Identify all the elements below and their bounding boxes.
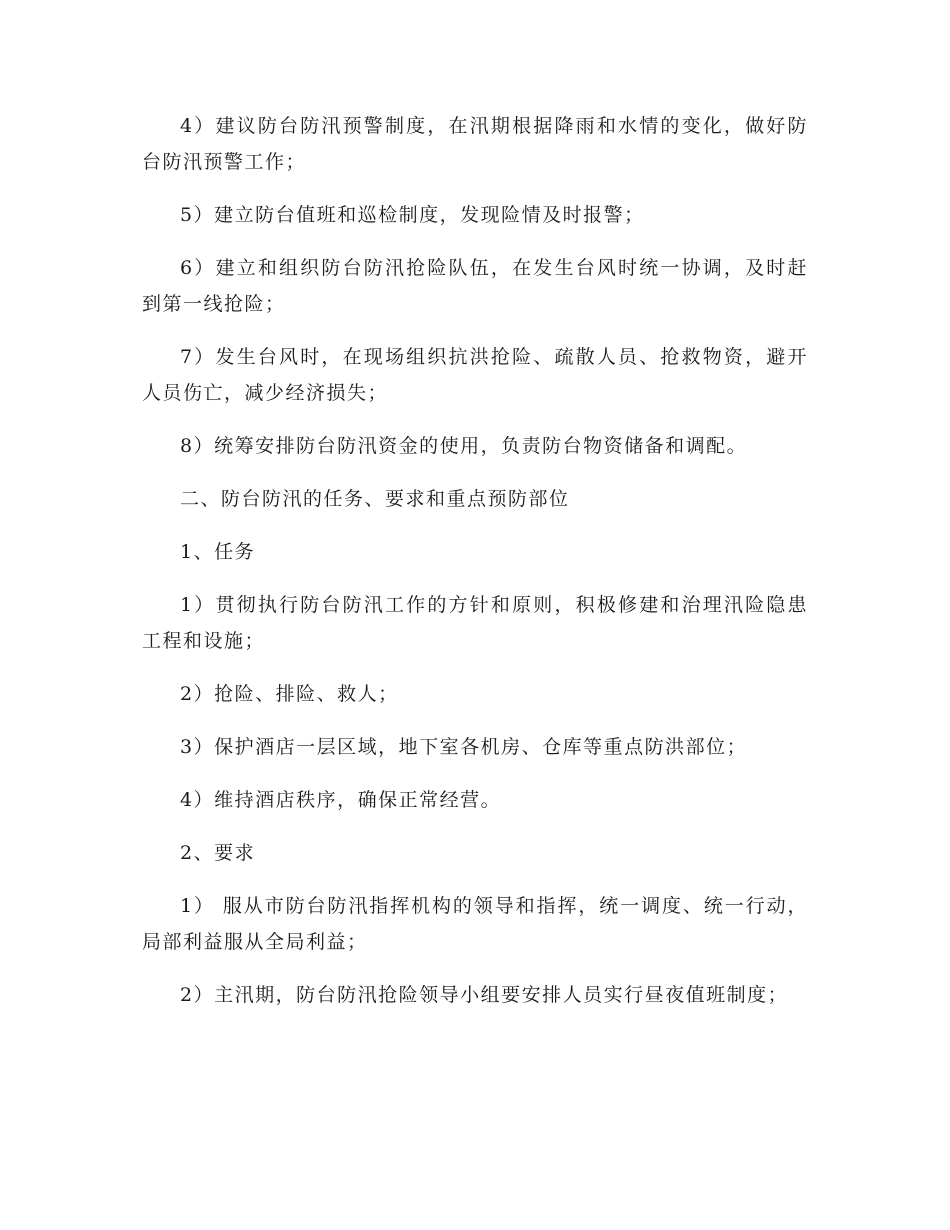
paragraph-duty-7: 7）发生台风时，在现场组织抗洪抢险、疏散人员、抢救物资，避开人员伤亡，减少经济损失；	[142, 346, 808, 404]
paragraph-task-3: 3）保护酒店一层区域，地下室各机房、仓库等重点防洪部位；	[180, 736, 748, 758]
document-body	[142, 108, 808, 1030]
paragraph-task-2: 2）抢险、排险、救人；	[180, 683, 399, 705]
paragraph-duty-8: 8）统筹安排防台防汛资金的使用，负责防台物资储备和调配。	[180, 435, 748, 457]
paragraph-requirement-1: 1） 服从市防台防汛指挥机构的领导和指挥，统一调度、统一行动，局部利益服从全局利益；	[142, 895, 808, 953]
section-heading-tasks: 二、防台防汛的任务、要求和重点预防部位	[180, 488, 570, 510]
paragraph-task-1: 1）贯彻执行防台防汛工作的方针和原则，积极修建和治理汛险隐患工程和设施；	[142, 594, 808, 652]
paragraph-duty-5: 5）建立防台值班和巡检制度，发现险情及时报警；	[180, 204, 645, 226]
paragraph-task-4: 4）维持酒店秩序，确保正常经营。	[180, 789, 502, 811]
paragraph-duty-6: 6）建立和组织防台防汛抢险队伍，在发生台风时统一协调，及时赶到第一线抢险；	[142, 257, 808, 315]
paragraph-duty-4: 4）建议防台防汛预警制度，在汛期根据降雨和水情的变化，做好防台防汛预警工作；	[142, 115, 808, 173]
subheading-tasks: 1、任务	[180, 541, 256, 563]
subheading-requirements: 2、要求	[180, 842, 256, 864]
paragraph-requirement-2: 2）主汛期，防台防汛抢险领导小组要安排人员实行昼夜值班制度；	[180, 984, 789, 1006]
